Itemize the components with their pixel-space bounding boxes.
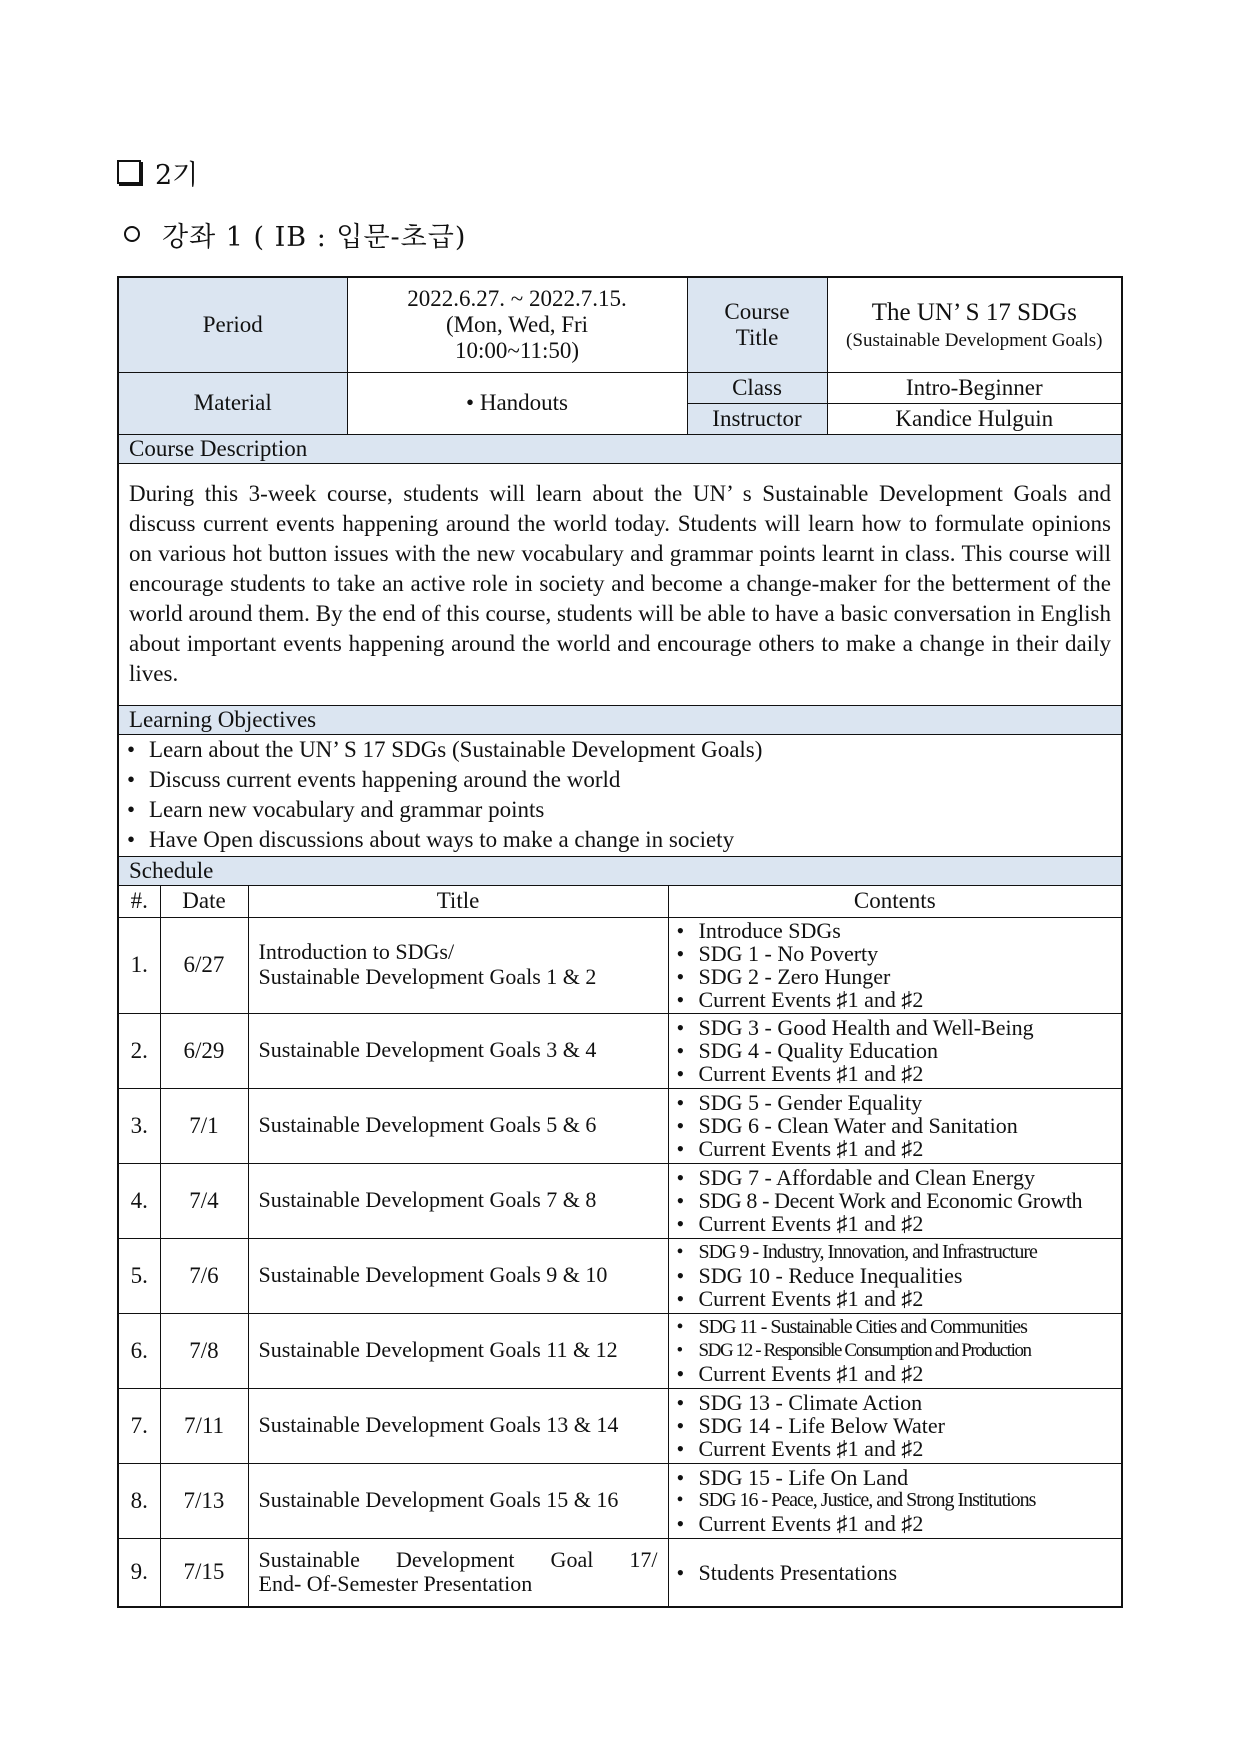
row-contents xyxy=(668,1013,1122,1088)
objective-item: • Learn about the UN’ S 17 SDGs (Sustainable Development Goals) xyxy=(125,735,1115,765)
row-title: Sustainable Development Goals 3 & 4 xyxy=(248,1013,668,1088)
col-header-title: Title xyxy=(248,885,668,917)
row-date: 7/1 xyxy=(160,1088,248,1163)
period-value xyxy=(347,277,687,372)
row-title: Sustainable Development Goals 7 & 8 xyxy=(248,1163,668,1238)
objective-item: • Have Open discussions about ways to make a change in society xyxy=(125,825,1115,855)
row-contents xyxy=(668,1313,1122,1388)
col-header-num: #. xyxy=(118,885,160,917)
content-item: • Current Events ♯1 and ♯2 xyxy=(675,1362,1116,1385)
class-row xyxy=(118,372,1122,403)
row-num: 5. xyxy=(118,1238,160,1313)
content-item: • SDG 11 - Sustainable Cities and Communities xyxy=(675,1316,1116,1339)
instructor-label: Instructor xyxy=(687,403,827,434)
class-value: Intro-Beginner xyxy=(827,372,1122,403)
row-title: Sustainable Development Goals 13 & 14 xyxy=(248,1388,668,1463)
circle-bullet-icon xyxy=(124,226,140,242)
schedule-row xyxy=(118,1463,1122,1538)
content-item: • SDG 15 - Life On Land xyxy=(675,1466,1116,1489)
content-item: • SDG 8 - Decent Work and Economic Growth xyxy=(675,1189,1116,1212)
objective-item: • Discuss current events happening around the world xyxy=(125,765,1115,795)
schedule-row xyxy=(118,1538,1122,1607)
bullet-icon: • xyxy=(466,390,480,416)
row-num: 1. xyxy=(118,917,160,1013)
material-value xyxy=(347,372,687,434)
row-num: 3. xyxy=(118,1088,160,1163)
col-header-contents: Contents xyxy=(668,885,1122,917)
row-date: 7/8 xyxy=(160,1313,248,1388)
schedule-row xyxy=(118,1313,1122,1388)
row-date: 7/11 xyxy=(160,1388,248,1463)
row-title: Sustainable Development Goals 15 & 16 xyxy=(248,1463,668,1538)
schedule-row xyxy=(118,1013,1122,1088)
schedule-row xyxy=(118,1388,1122,1463)
row-num: 9. xyxy=(118,1538,160,1607)
content-item: • SDG 14 - Life Below Water xyxy=(675,1414,1116,1437)
schedule-row xyxy=(118,1163,1122,1238)
row-date: 6/29 xyxy=(160,1013,248,1088)
content-item: • Current Events ♯1 and ♯2 xyxy=(675,988,1116,1011)
period-line-3: 10:00~11:50) xyxy=(454,337,580,363)
course-title-subtitle: (Sustainable Development Goals) xyxy=(846,329,1103,351)
learning-objectives-list xyxy=(118,734,1122,856)
content-item: • Introduce SDGs xyxy=(675,919,1116,942)
section-heading xyxy=(117,154,198,190)
content-item: • SDG 1 - No Poverty xyxy=(675,942,1116,965)
objective-item: • Learn new vocabulary and grammar points xyxy=(125,795,1115,825)
material-value-text: Handouts xyxy=(479,390,568,416)
course-title-value xyxy=(827,277,1122,372)
lecture-heading-text: 강좌 1 ( IB : 입문-초급) xyxy=(162,221,467,253)
content-item: • SDG 16 - Peace, Justice, and Strong Institutions xyxy=(675,1489,1116,1512)
content-item: • SDG 5 - Gender Equality xyxy=(675,1091,1116,1114)
checkbox-icon xyxy=(117,160,141,184)
period-line-2: (Mon, Wed, Fri xyxy=(445,311,589,337)
lecture-heading xyxy=(124,214,466,254)
course-description-row xyxy=(118,463,1122,705)
course-table xyxy=(117,276,1123,1608)
row-title-line-2: Sustainable Development Goals 1 & 2 xyxy=(258,964,597,989)
schedule-header-row xyxy=(118,856,1122,885)
row-title xyxy=(248,1538,668,1607)
content-item: • Current Events ♯1 and ♯2 xyxy=(675,1062,1116,1085)
schedule-columns-row xyxy=(118,885,1122,917)
row-num: 7. xyxy=(118,1388,160,1463)
schedule-row xyxy=(118,1238,1122,1313)
row-date: 7/4 xyxy=(160,1163,248,1238)
content-item: • Students Presentations xyxy=(675,1561,1116,1584)
row-title-line-2: End- Of-Semester Presentation xyxy=(258,1571,533,1597)
class-label: Class xyxy=(687,372,827,403)
row-date: 7/13 xyxy=(160,1463,248,1538)
course-title-label-line-1: Course xyxy=(724,299,790,324)
content-item: • Current Events ♯1 and ♯2 xyxy=(675,1212,1116,1235)
course-description-text: During this 3-week course, students will learn about the UN’ s Sustainable Development Goals and discuss current events happening around the world today. Students will learn how to formulate opinions on various hot button issues with the new vocabulary and grammar points learnt in class. This course will encourage students to take an active role in society and become a change-maker for the betterment of the world around them. By the end of this course, students will be able to have a basic conversation in English about important events happening around the world and encourage others to make a change in their daily lives. xyxy=(118,463,1122,705)
row-title: Sustainable Development Goals 9 & 10 xyxy=(248,1238,668,1313)
content-item: • Current Events ♯1 and ♯2 xyxy=(675,1137,1116,1160)
content-item: • SDG 3 - Good Health and Well-Being xyxy=(675,1016,1116,1039)
row-date: 7/15 xyxy=(160,1538,248,1607)
row-num: 2. xyxy=(118,1013,160,1088)
content-item: • SDG 6 - Clean Water and Sanitation xyxy=(675,1114,1116,1137)
row-title: Sustainable Development Goals 5 & 6 xyxy=(248,1088,668,1163)
course-title-label-line-2: Title xyxy=(735,324,779,350)
row-num: 6. xyxy=(118,1313,160,1388)
course-title: The UN’ S 17 SDGs xyxy=(871,298,1077,326)
row-title: Sustainable Development Goals 11 & 12 xyxy=(248,1313,668,1388)
row-contents xyxy=(668,1388,1122,1463)
content-item: • Current Events ♯1 and ♯2 xyxy=(675,1437,1116,1460)
row-contents xyxy=(668,1538,1122,1607)
schedule-row xyxy=(118,917,1122,1013)
row-date: 6/27 xyxy=(160,917,248,1013)
col-header-date: Date xyxy=(160,885,248,917)
content-item: • SDG 7 - Affordable and Clean Energy xyxy=(675,1166,1116,1189)
learning-objectives-row xyxy=(118,734,1122,856)
row-contents xyxy=(668,1463,1122,1538)
section-heading-text: 2기 xyxy=(155,159,199,191)
row-num: 4. xyxy=(118,1163,160,1238)
content-item: • Current Events ♯1 and ♯2 xyxy=(675,1287,1116,1310)
content-item: • SDG 9 - Industry, Innovation, and Infrastructure xyxy=(675,1241,1116,1264)
schedule-row xyxy=(118,1088,1122,1163)
period-label: Period xyxy=(118,277,347,372)
schedule-label: Schedule xyxy=(118,856,1122,885)
content-item: • SDG 10 - Reduce Inequalities xyxy=(675,1264,1116,1287)
content-item: • SDG 12 - Responsible Consumption and Production xyxy=(675,1339,1116,1362)
row-title xyxy=(248,917,668,1013)
row-title-line-1: Sustainable Development Goal 17/ xyxy=(258,1546,658,1572)
content-item: • SDG 2 - Zero Hunger xyxy=(675,965,1116,988)
row-contents xyxy=(668,917,1122,1013)
row-contents xyxy=(668,1238,1122,1313)
content-item: • SDG 4 - Quality Education xyxy=(675,1039,1116,1062)
course-description-label: Course Description xyxy=(118,434,1122,463)
period-line-1: 2022.6.27. ~ 2022.7.15. xyxy=(407,286,627,312)
learning-objectives-label: Learning Objectives xyxy=(118,705,1122,734)
row-title-line-1: Introduction to SDGs/ xyxy=(258,939,455,965)
row-date: 7/6 xyxy=(160,1238,248,1313)
course-description-header-row xyxy=(118,434,1122,463)
row-contents xyxy=(668,1163,1122,1238)
row-contents xyxy=(668,1088,1122,1163)
course-title-label xyxy=(687,277,827,372)
instructor-value: Kandice Hulguin xyxy=(827,403,1122,434)
learning-objectives-header-row xyxy=(118,705,1122,734)
material-label: Material xyxy=(118,372,347,434)
period-row xyxy=(118,277,1122,372)
content-item: • SDG 13 - Climate Action xyxy=(675,1391,1116,1414)
row-num: 8. xyxy=(118,1463,160,1538)
content-item: • Current Events ♯1 and ♯2 xyxy=(675,1512,1116,1535)
